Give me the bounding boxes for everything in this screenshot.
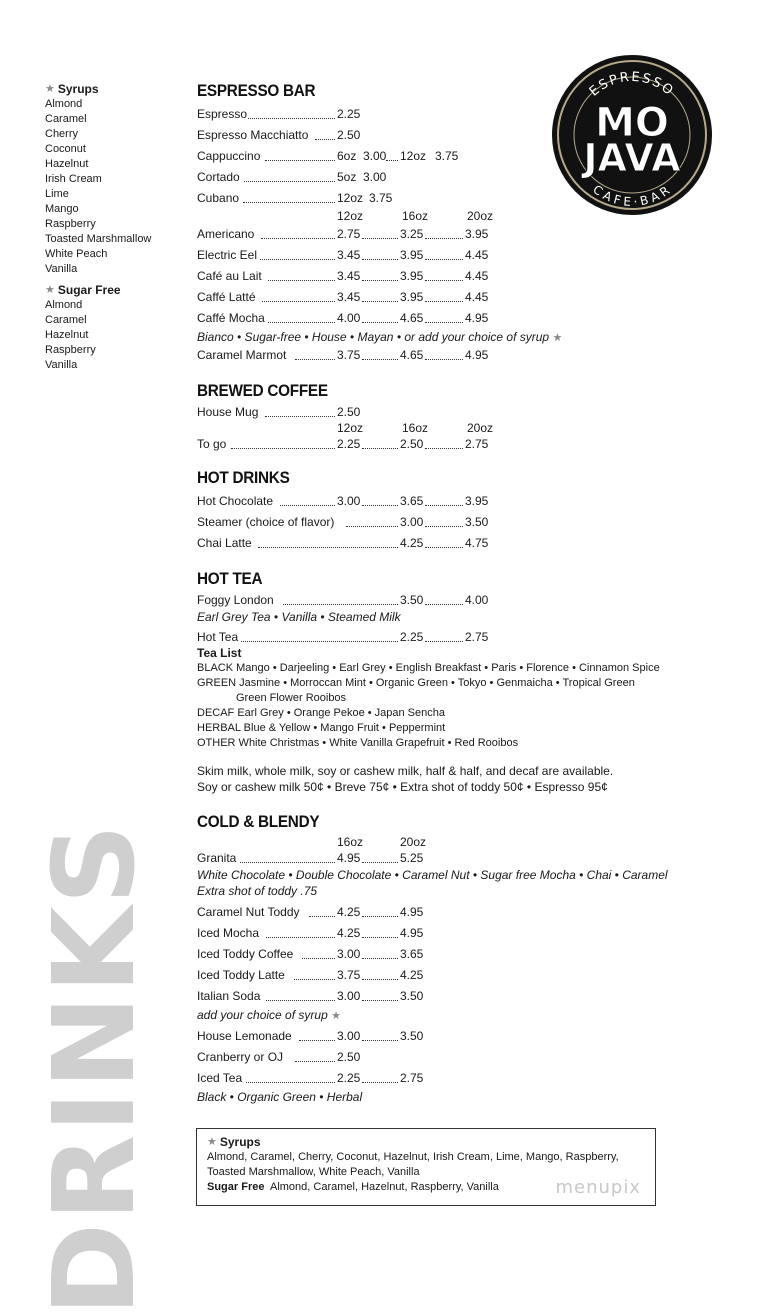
price: 3.75 [435, 149, 459, 163]
syrup-item: White Peach [45, 248, 108, 260]
star-icon: ★ [552, 332, 563, 344]
size-label: 20oz [467, 421, 494, 435]
leader-dots [361, 923, 399, 944]
menu-row [197, 965, 677, 986]
price: 2.75 [400, 1071, 424, 1085]
price: 3.95 [400, 269, 424, 283]
logo-cafebar-text: CAFE·BAR [590, 182, 674, 209]
menu-row [197, 266, 677, 287]
syrup-item: Raspberry [45, 218, 96, 230]
item-name: Granita [197, 851, 237, 865]
item-name: Electric Eel [197, 248, 258, 262]
price: 3.00 [337, 947, 361, 961]
leader-dots [424, 491, 464, 512]
price: 4.95 [400, 905, 424, 919]
price: 3.00 [363, 149, 387, 163]
syrup-item: Irish Cream [45, 173, 102, 185]
size-label: 20oz [400, 835, 427, 849]
menu-row [197, 592, 677, 609]
item-name: Espresso [197, 107, 248, 121]
syrup-item: Cherry [45, 128, 79, 140]
leader-dots [294, 345, 336, 366]
menu-row [197, 125, 677, 146]
price: 4.95 [400, 926, 424, 940]
leader-dots [361, 245, 399, 266]
tea-list [197, 646, 677, 751]
leader-dots [261, 287, 336, 308]
leader-dots [301, 944, 336, 965]
item-name: Caffé Mocha [197, 311, 265, 325]
price: 5.25 [400, 851, 424, 865]
item-name: Hot Tea [197, 630, 239, 644]
leader-dots [361, 266, 399, 287]
price: 4.95 [337, 851, 361, 865]
price: 2.75 [337, 227, 361, 241]
item-name: Cranberry or OJ [197, 1050, 284, 1064]
syrup-info-box [196, 1128, 656, 1206]
syrup-box-line: Almond, Caramel, Cherry, Coconut, Hazelnut, Irish Cream, Lime, Mango, Raspberry, [207, 1151, 619, 1163]
price: 3.75 [369, 191, 393, 205]
item-name: House Lemonade [197, 1029, 292, 1043]
price: 3.50 [400, 593, 424, 607]
sugar-free-item: Almond [45, 299, 83, 311]
sugar-free-item: Vanilla [45, 359, 78, 371]
size: 5oz [337, 170, 357, 184]
price: 3.65 [400, 947, 424, 961]
menu-row [197, 902, 677, 923]
mocha-variants-note: Bianco • Sugar-free • House • Mayan • or add your choice of syrup ★ [197, 330, 563, 344]
price: 4.65 [400, 348, 424, 362]
menu-row [197, 404, 677, 421]
section-title: HOT DRINKS [197, 468, 290, 487]
syrup-item: Vanilla [45, 263, 78, 275]
star-icon: ★ [207, 1136, 217, 1148]
logo-mo-text: MO [595, 100, 669, 146]
tea-list-line: GREEN Jasmine • Morroccan Mint • Organic Green • Tokyo • Genmaicha • Tropical Green [197, 677, 635, 689]
leader-dots [259, 245, 336, 266]
leader-dots [424, 266, 464, 287]
leader-dots [345, 512, 399, 533]
price: 2.50 [337, 1050, 361, 1064]
leader-dots [361, 308, 399, 329]
leader-dots [267, 266, 336, 287]
item-name: Iced Toddy Latte [197, 968, 285, 982]
item-name: Steamer (choice of flavor) [197, 515, 335, 529]
item-name: Italian Soda [197, 989, 261, 1003]
leader-dots [424, 224, 464, 245]
sugar-free-group [45, 283, 185, 373]
size-label: 16oz [402, 209, 429, 223]
price: 3.95 [400, 248, 424, 262]
price: 4.65 [400, 311, 424, 325]
size: 12oz [400, 149, 427, 163]
price: 3.95 [465, 494, 489, 508]
leader-dots [424, 287, 464, 308]
item-name: Café au Lait [197, 269, 262, 283]
leader-dots [361, 436, 399, 453]
leader-dots [230, 436, 336, 453]
tea-list-line: HERBAL Blue & Yellow • Mango Fruit • Peppermint [197, 722, 446, 734]
leader-dots [361, 345, 399, 366]
price: 2.25 [337, 1071, 361, 1085]
menu-row [197, 245, 677, 266]
item-name: Caramel Nut Toddy [197, 905, 300, 919]
leader-dots [361, 965, 399, 986]
price: 2.75 [465, 437, 489, 451]
leader-dots [265, 986, 336, 1007]
size: 6oz [337, 149, 357, 163]
leader-dots [361, 224, 399, 245]
price: 2.50 [337, 128, 361, 142]
hot-drinks-section [197, 467, 677, 554]
price: 2.50 [337, 405, 361, 419]
leader-dots [293, 965, 336, 986]
price: 4.00 [465, 593, 489, 607]
price: 3.95 [400, 290, 424, 304]
tea-list-line: DECAF Earl Grey • Orange Pekoe • Japan Sencha [197, 707, 445, 719]
leader-dots [264, 404, 336, 421]
size-label: 16oz [337, 835, 364, 849]
leader-dots [264, 146, 336, 167]
leader-dots [424, 245, 464, 266]
size-label: 12oz [337, 421, 364, 435]
brewed-coffee-section [197, 380, 677, 453]
menu-row [197, 167, 677, 188]
size-label: 12oz [337, 209, 364, 223]
sugar-free-item: Raspberry [45, 344, 96, 356]
price: 2.25 [337, 437, 361, 451]
foggy-london-note: Earl Grey Tea • Vanilla • Steamed Milk [197, 610, 401, 624]
leader-dots [424, 308, 464, 329]
price: 3.75 [337, 968, 361, 982]
menu-row [197, 287, 677, 308]
price: 4.25 [400, 968, 424, 982]
price: 3.50 [465, 515, 489, 529]
tea-list-title: Tea List [197, 646, 242, 660]
leader-dots [424, 345, 464, 366]
milk-options-note: Skim milk, whole milk, soy or cashew milk, half & half, and decaf are available. Soy or cashew milk 50¢ • Breve 75¢ • Extra shot of toddy 50¢ • Espresso 95¢ [197, 764, 614, 794]
price: 3.50 [400, 1029, 424, 1043]
leader-dots [361, 1068, 399, 1089]
leader-dots [385, 146, 399, 167]
price: 4.45 [465, 269, 489, 283]
price: 4.00 [337, 311, 361, 325]
price: 2.75 [465, 630, 489, 644]
price: 3.50 [400, 989, 424, 1003]
menu-row [197, 944, 677, 965]
price: 4.25 [337, 926, 361, 940]
price: 2.25 [400, 630, 424, 644]
syrup-box-line: Toasted Marshmallow, White Peach, Vanilla [207, 1166, 420, 1178]
menupix-watermark: menupix [555, 1177, 641, 1198]
price: 3.25 [400, 227, 424, 241]
menu-row [197, 533, 677, 554]
leader-dots [361, 986, 399, 1007]
leader-dots [247, 104, 336, 125]
menu-row [197, 1047, 677, 1068]
price: 4.95 [465, 348, 489, 362]
syrup-item: Coconut [45, 143, 86, 155]
leader-dots [239, 850, 336, 867]
leader-dots [361, 1026, 399, 1047]
item-name: House Mug [197, 405, 259, 419]
drinks-vertical-label: DRINKS [30, 821, 161, 1316]
price: 4.75 [465, 536, 489, 550]
section-title: HOT TEA [197, 569, 263, 588]
item-name: Cortado [197, 170, 240, 184]
leader-dots [257, 533, 399, 554]
leader-dots [245, 1068, 336, 1089]
leader-dots [361, 491, 399, 512]
item-name: Caffé Latté [197, 290, 256, 304]
leader-dots [424, 592, 464, 609]
price: 3.45 [337, 290, 361, 304]
iced-tea-note: Black • Organic Green • Herbal [197, 1090, 363, 1104]
menu-row [197, 1068, 677, 1089]
leader-dots [314, 125, 336, 146]
item-name: Iced Tea [197, 1071, 243, 1085]
tea-list-line: BLACK Mango • Darjeeling • Earl Grey • English Breakfast • Paris • Florence • Cinnamon Spice [197, 662, 660, 674]
menu-row [197, 923, 677, 944]
tea-list-line: Green Flower Rooibos [236, 692, 347, 704]
leader-dots [282, 592, 399, 609]
star-icon: ★ [45, 284, 55, 296]
sugar-free-heading: ★ Sugar Free [45, 283, 121, 297]
logo-espresso-text: ESPRESSO [586, 69, 678, 100]
menu-row [197, 629, 677, 646]
espresso-bar-section [197, 80, 677, 366]
logo-java-text: JAVA [583, 136, 681, 180]
cold-blendy-section [197, 811, 677, 1105]
syrup-item: Lime [45, 188, 69, 200]
price: 2.25 [337, 107, 361, 121]
menu-row [197, 1026, 677, 1047]
item-name: Hot Chocolate [197, 494, 274, 508]
item-name: Cappuccino [197, 149, 261, 163]
price: 3.00 [337, 989, 361, 1003]
price: 3.00 [400, 515, 424, 529]
syrup-item: Mango [45, 203, 79, 215]
syrup-item: Hazelnut [45, 158, 89, 170]
leader-dots [308, 902, 336, 923]
granita-flavors-note: White Chocolate • Double Chocolate • Caramel Nut • Sugar free Mocha • Chai • Caramel [197, 868, 668, 882]
size-label: 16oz [402, 421, 429, 435]
size-header [197, 835, 677, 850]
menu-row [197, 850, 677, 867]
syrup-item: Almond [45, 98, 83, 110]
toddy-shot-note: Extra shot of toddy .75 [197, 884, 318, 898]
menu-row [197, 491, 677, 512]
syrups-group [45, 82, 185, 277]
menu-row [197, 188, 677, 209]
price: 3.00 [337, 494, 361, 508]
price: 4.45 [465, 248, 489, 262]
menu-row [197, 146, 677, 167]
item-name: Caramel Marmot [197, 348, 287, 362]
leader-dots [279, 491, 336, 512]
leader-dots [361, 944, 399, 965]
section-title: ESPRESSO BAR [197, 81, 316, 100]
leader-dots [294, 1047, 336, 1068]
sugar-free-item: Caramel [45, 314, 87, 326]
menu-row [197, 436, 677, 453]
size: 12oz [337, 191, 364, 205]
menu-row [197, 224, 677, 245]
leader-dots [240, 629, 399, 646]
soda-syrup-note: add your choice of syrup ★ [197, 1008, 341, 1022]
item-name: Americano [197, 227, 255, 241]
leader-dots [361, 850, 399, 867]
price: 3.95 [465, 227, 489, 241]
price: 4.45 [465, 290, 489, 304]
section-title: COLD & BLENDY [197, 812, 320, 831]
leader-dots [265, 923, 336, 944]
leader-dots [424, 533, 464, 554]
syrup-box-sugar-free: Sugar Free Almond, Caramel, Hazelnut, Raspberry, Vanilla [207, 1181, 499, 1193]
price: 3.45 [337, 269, 361, 283]
price: 2.50 [400, 437, 424, 451]
price: 3.45 [337, 248, 361, 262]
hot-tea-section [197, 568, 677, 795]
leader-dots [361, 902, 399, 923]
leader-dots [267, 308, 336, 329]
item-name: Cubano [197, 191, 240, 205]
item-name: Iced Mocha [197, 926, 260, 940]
leader-dots [298, 1026, 336, 1047]
menu-row [197, 986, 677, 1007]
item-name: Chai Latte [197, 536, 252, 550]
price: 4.95 [465, 311, 489, 325]
leader-dots [243, 167, 336, 188]
leader-dots [242, 188, 336, 209]
leader-dots [424, 436, 464, 453]
size-header [197, 421, 677, 436]
menu-row [197, 345, 677, 366]
star-icon: ★ [45, 83, 55, 95]
syrup-item: Toasted Marshmallow [45, 233, 152, 245]
menu-row [197, 308, 677, 329]
sidebar-syrup-list [45, 82, 185, 379]
leader-dots [361, 287, 399, 308]
leader-dots [424, 629, 464, 646]
sugar-free-item: Hazelnut [45, 329, 89, 341]
syrups-heading: ★ Syrups [45, 82, 99, 96]
price: 4.25 [337, 905, 361, 919]
price: 4.25 [400, 536, 424, 550]
item-name: Espresso Macchiatto [197, 128, 309, 142]
tea-list-line: OTHER White Christmas • White Vanilla Grapefruit • Red Rooibos [197, 737, 519, 749]
item-name: Foggy London [197, 593, 274, 607]
menu-row [197, 104, 677, 125]
price: 3.75 [337, 348, 361, 362]
price: 3.00 [363, 170, 387, 184]
drinks-menu [197, 80, 677, 1115]
price: 3.65 [400, 494, 424, 508]
leader-dots [260, 224, 336, 245]
section-title: BREWED COFFEE [197, 381, 328, 400]
syrup-item: Caramel [45, 113, 87, 125]
item-name: Iced Toddy Coffee [197, 947, 294, 961]
size-label: 20oz [467, 209, 494, 223]
item-name: To go [197, 437, 227, 451]
price: 3.00 [337, 1029, 361, 1043]
leader-dots [424, 512, 464, 533]
star-icon: ★ [331, 1010, 341, 1022]
size-header [197, 209, 677, 224]
syrup-box-heading: ★ Syrups [207, 1135, 261, 1149]
menu-row [197, 512, 677, 533]
